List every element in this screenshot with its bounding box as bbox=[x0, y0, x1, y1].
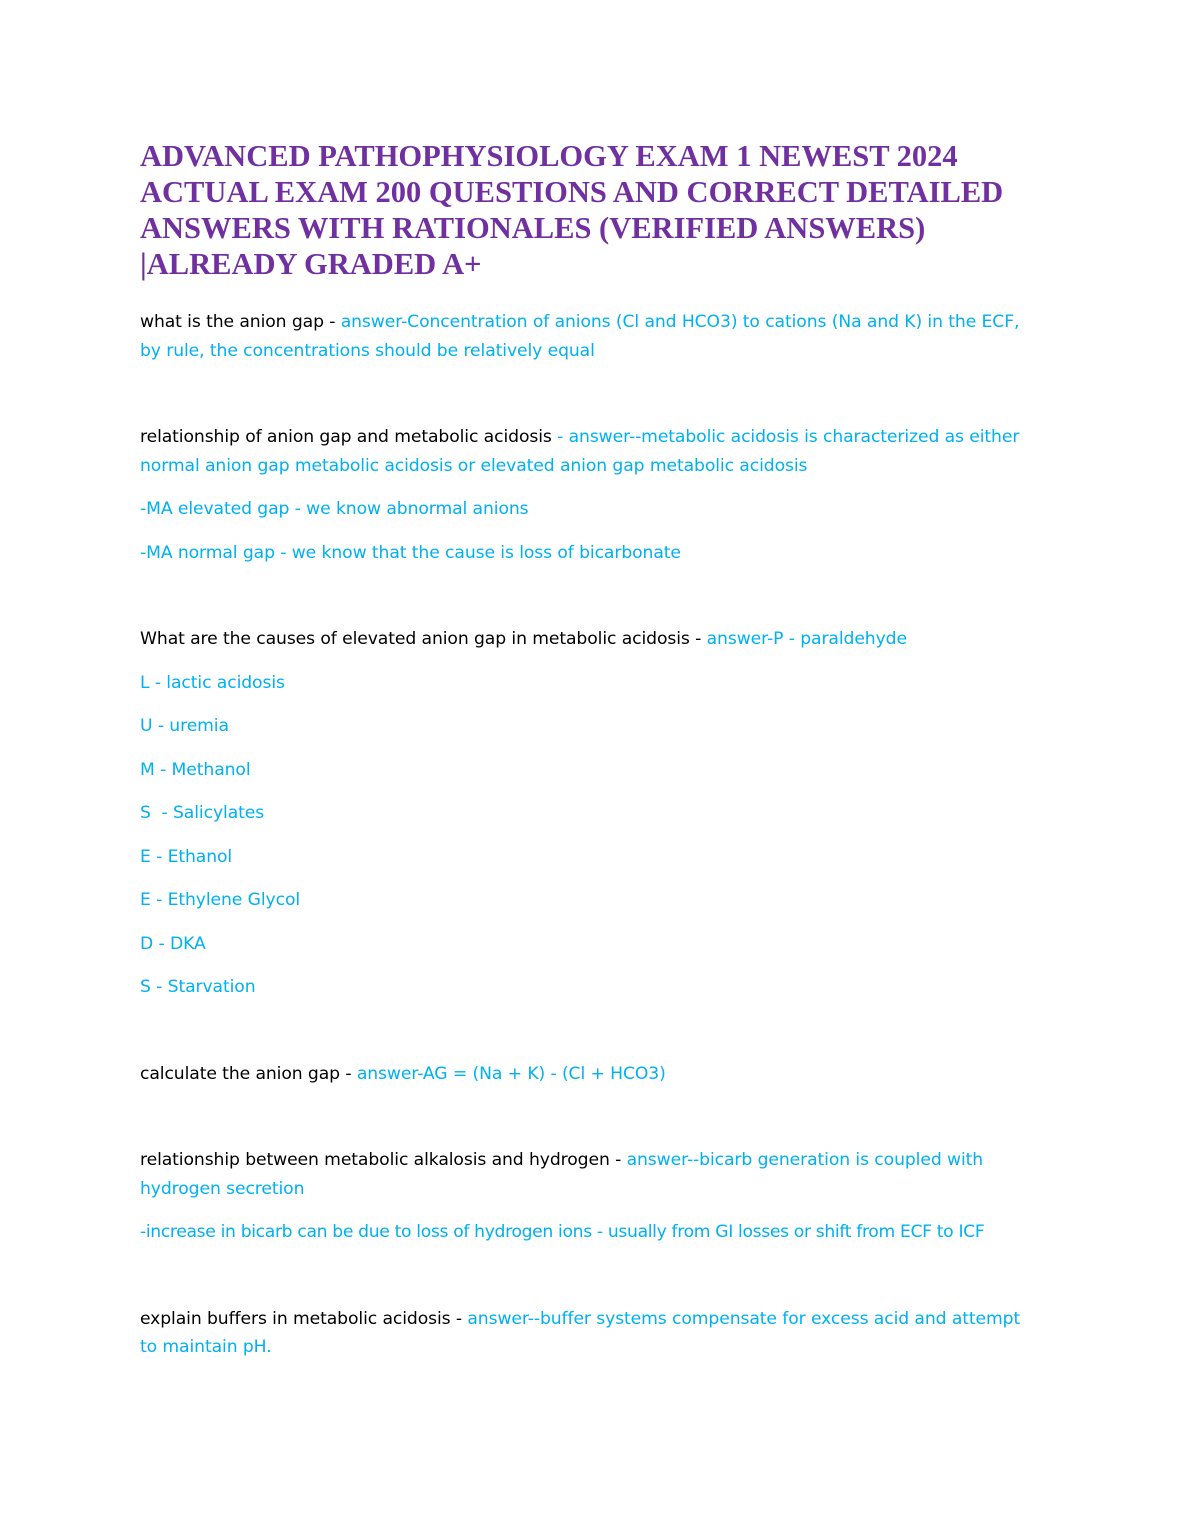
question-text: calculate the anion gap - bbox=[140, 1063, 357, 1084]
question-text: relationship between metabolic alkalosis and hydrogen - bbox=[140, 1150, 627, 1170]
qa-first-line bbox=[140, 1146, 1040, 1175]
qa-first-line bbox=[140, 308, 1040, 337]
answer-text: answer-P - paraldehyde bbox=[706, 629, 907, 649]
qa-item bbox=[140, 1146, 1040, 1203]
document-title bbox=[140, 138, 1040, 282]
qa-first-line bbox=[140, 1060, 1040, 1089]
qa-first-line bbox=[140, 1305, 1040, 1334]
title-line: ACTUAL EXAM 200 QUESTIONS AND CORRECT DETAILED bbox=[140, 175, 1004, 209]
mnemonic-line: E - Ethylene Glycol bbox=[140, 890, 301, 910]
answer-continuation: by rule, the concentrations should be relatively equal bbox=[140, 340, 595, 361]
answer-continuation: normal anion gap metabolic acidosis or elevated anion gap metabolic acidosis bbox=[140, 455, 808, 476]
title-line: ADVANCED PATHOPHYSIOLOGY EXAM 1 NEWEST 2024 bbox=[140, 139, 958, 173]
question-text: explain buffers in metabolic acidosis - bbox=[140, 1308, 468, 1329]
answer-continuation: hydrogen secretion bbox=[140, 1178, 305, 1199]
qa-list bbox=[140, 308, 1040, 1362]
answer-text: answer--bicarb generation is coupled with bbox=[626, 1150, 984, 1170]
qa-item bbox=[140, 423, 1040, 480]
mnemonic-line: L - lactic acidosis bbox=[140, 672, 285, 693]
qa-item bbox=[140, 308, 1040, 365]
answer-detail-line: -MA normal gap - we know that the cause is loss of bicarbonate bbox=[140, 542, 681, 563]
answer-text: answer-Concentration of anions (Cl and HCO3) to cations (Na and K) in the ECF, bbox=[340, 312, 1020, 332]
mnemonic-line: M - Methanol bbox=[140, 759, 251, 780]
mnemonic-line: E - Ethanol bbox=[140, 846, 233, 867]
answer-detail-line: -MA elevated gap - we know abnormal anions bbox=[140, 499, 529, 519]
answer-detail-line: -increase in bicarb can be due to loss of hydrogen ions - usually from GI losses or shift from ECF to ICF bbox=[140, 1222, 985, 1242]
answer-text: - answer--metabolic acidosis is characterized as either bbox=[557, 427, 1020, 447]
document-page bbox=[140, 138, 1040, 1362]
question-text: What are the causes of elevated anion gap in metabolic acidosis - bbox=[140, 629, 707, 649]
title-line: |ALREADY GRADED A+ bbox=[140, 247, 482, 281]
qa-item bbox=[140, 1305, 1040, 1362]
mnemonic-line: S - Starvation bbox=[140, 977, 256, 997]
title-line: ANSWERS WITH RATIONALES (VERIFIED ANSWERS) bbox=[140, 211, 926, 245]
answer-continuation: to maintain pH. bbox=[140, 1337, 272, 1357]
question-text: what is the anion gap - bbox=[140, 312, 341, 332]
mnemonic-line: S - Salicylates bbox=[140, 803, 265, 823]
mnemonic-line: U - uremia bbox=[140, 716, 229, 736]
mnemonic-line: D - DKA bbox=[140, 933, 206, 954]
qa-first-line bbox=[140, 625, 1040, 654]
answer-text: answer-AG = (Na + K) - (Cl + HCO3) bbox=[356, 1063, 666, 1084]
question-text: relationship of anion gap and metabolic acidosis bbox=[140, 427, 558, 447]
qa-first-line bbox=[140, 423, 1040, 452]
answer-text: answer--buffer systems compensate for excess acid and attempt bbox=[467, 1308, 1021, 1329]
